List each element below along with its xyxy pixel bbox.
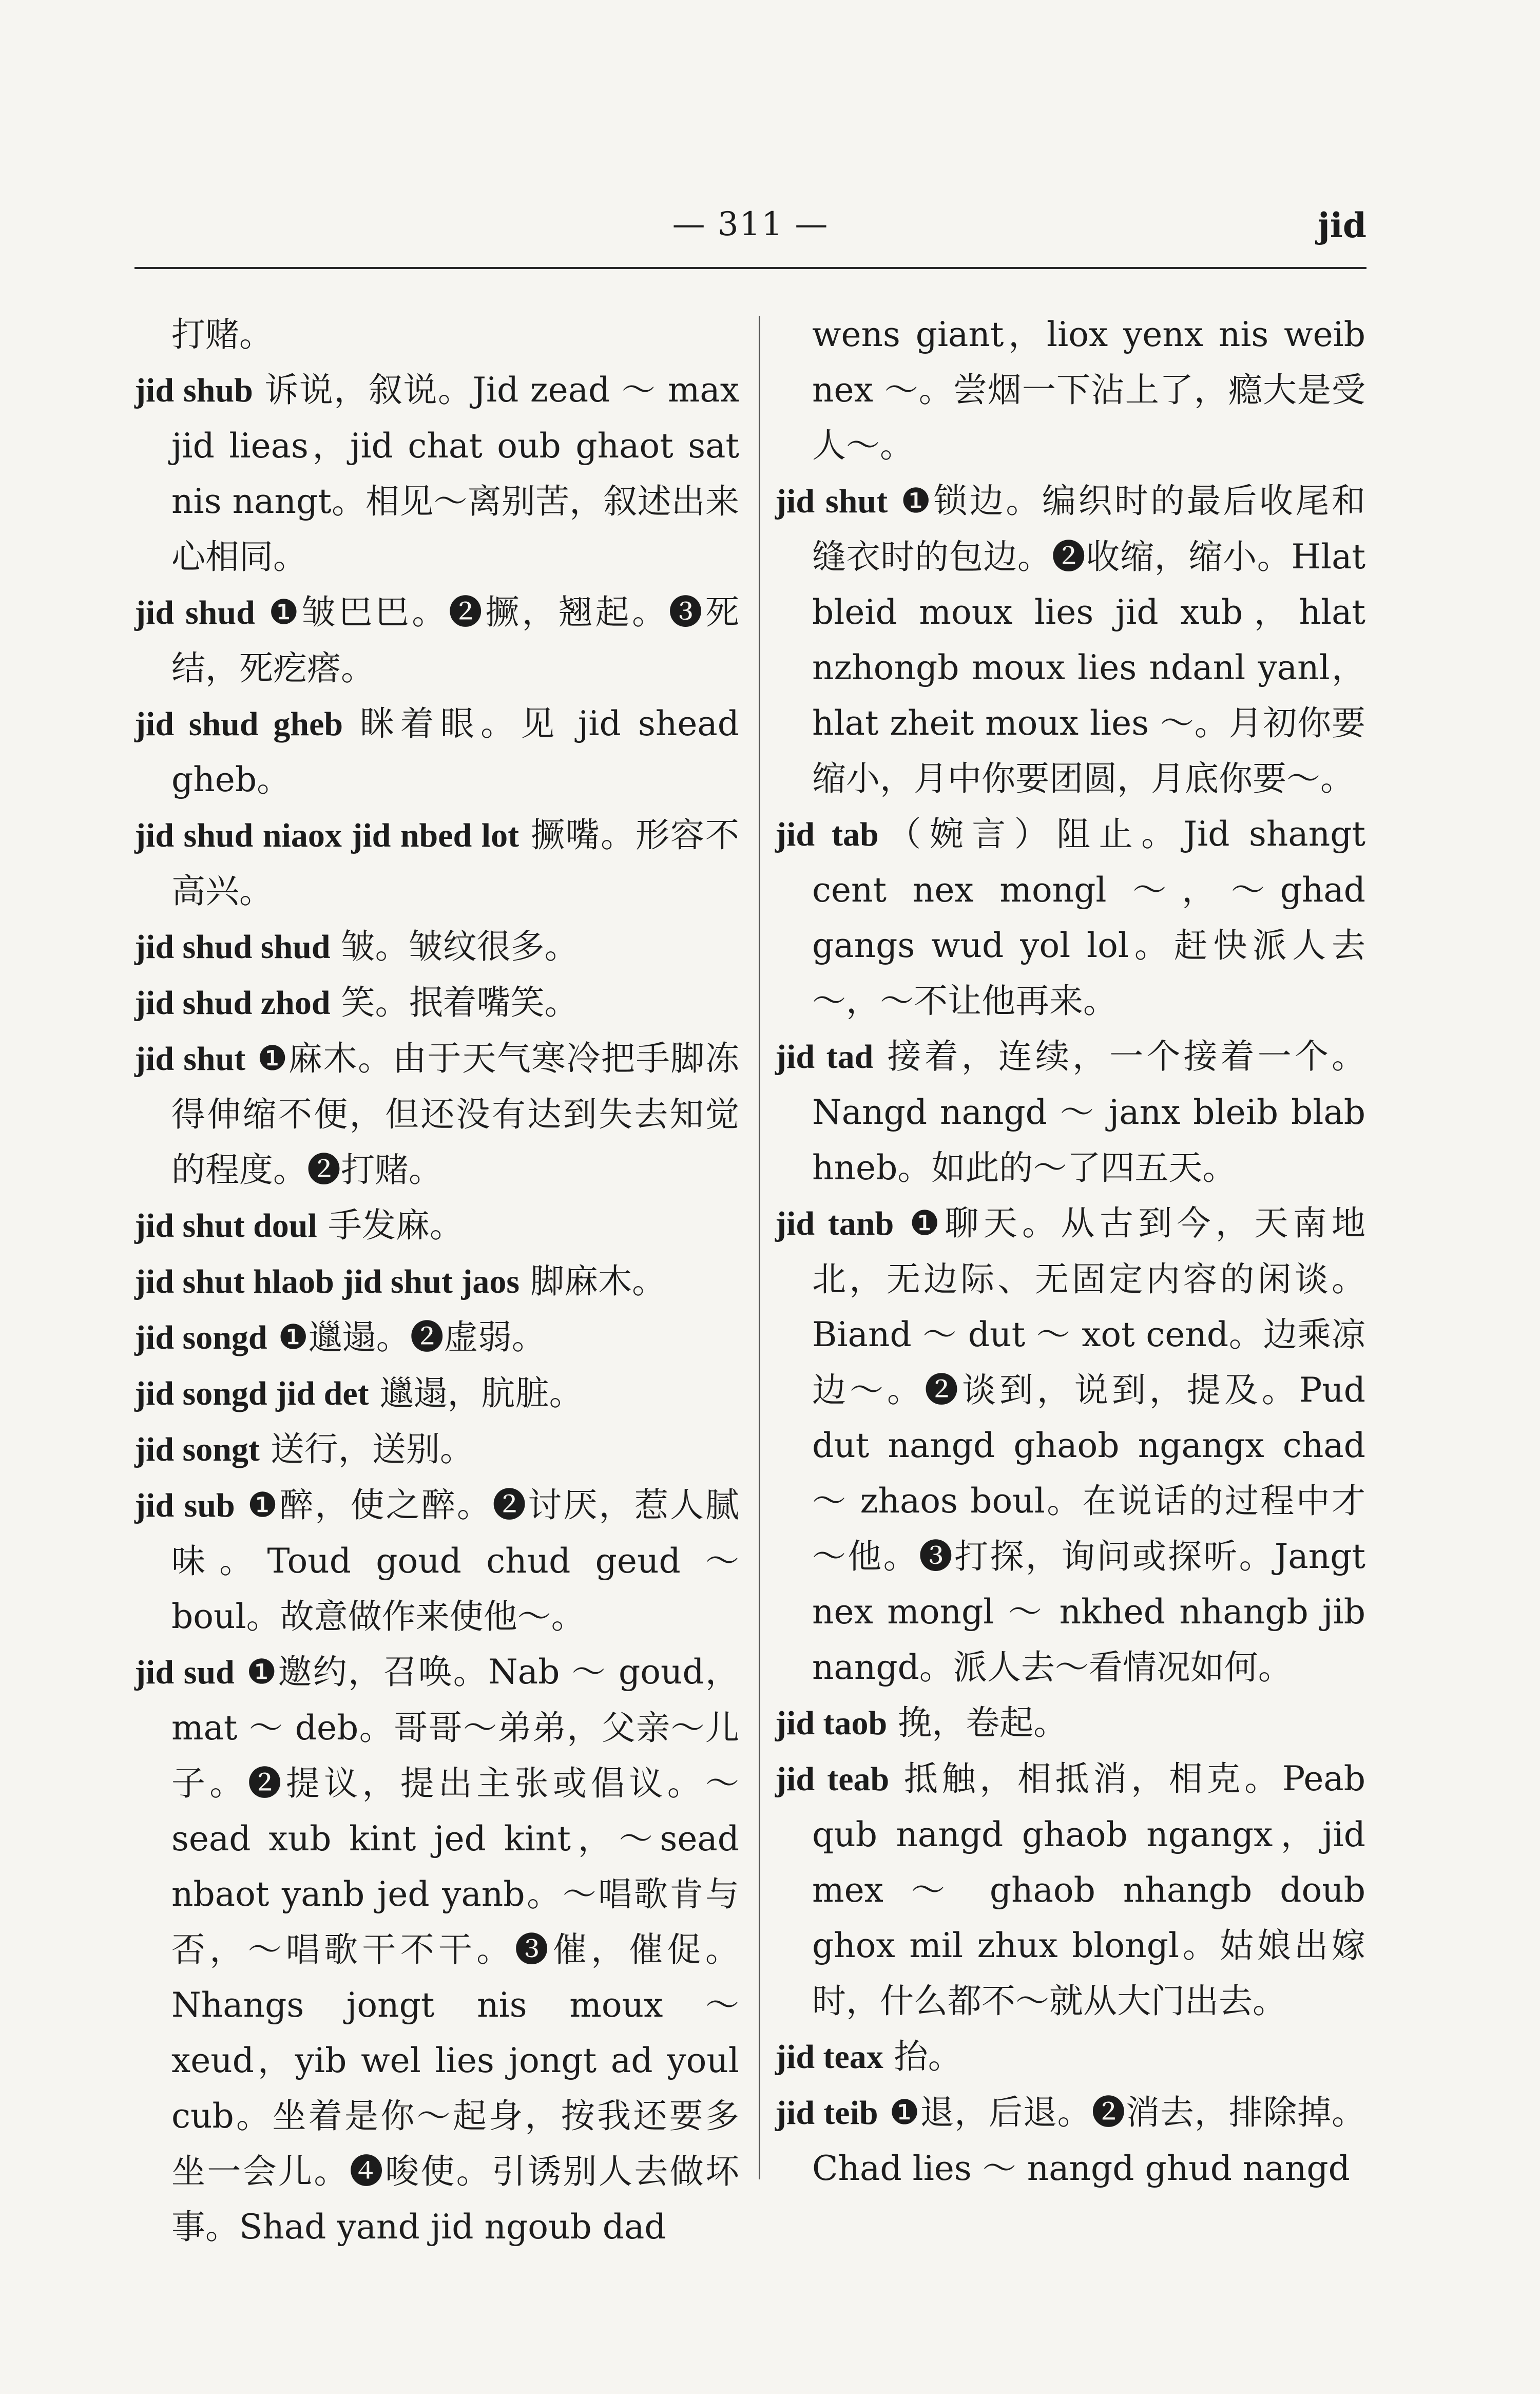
entry-definition: 撅嘴。形容不高兴。 — [171, 815, 739, 911]
entry-definition: 邋遢，肮脏。 — [369, 1373, 583, 1413]
page-number: — 311 — — [672, 205, 829, 243]
entry-headword: jid shut doul — [134, 1207, 317, 1244]
dictionary-entry — [775, 1029, 1365, 1196]
dictionary-entry — [134, 1031, 739, 1198]
entry-headword: jid shud niaox jid nbed lot — [134, 817, 519, 854]
entry-definition: 诉说，叙说。Jid zead ～ max jid lieas，jid chat oub ghaot sat nis nangt。相见～离别苦，叙述出来心相同。 — [171, 370, 739, 577]
entry-definition: 脚麻木。 — [519, 1261, 666, 1301]
entry-headword: jid songd — [134, 1319, 267, 1356]
dictionary-entry — [134, 696, 739, 808]
dictionary-entry — [134, 1422, 739, 1478]
entry-headword: jid shud — [134, 594, 255, 631]
entry-headword: jid tad — [775, 1038, 874, 1076]
entry-headword: jid shud gheb — [134, 705, 343, 743]
entry-headword: jid tab — [775, 816, 879, 853]
dictionary-entry — [134, 919, 739, 975]
entry-definition: （婉言）阻止。Jid shangt cent nex mongl ～，～ghad gangs wud yol lol。赶快派人去～，～不让他再来。 — [812, 814, 1365, 1021]
entry-definition: ❶邋遢。❷虚弱。 — [267, 1317, 546, 1357]
entry-headword: jid tanb — [775, 1205, 894, 1242]
entry-definition: wens giant，liox yenx nis weib nex ～。尝烟一下沾上了，瘾大是受人～。 — [812, 315, 1365, 465]
entry-definition: 眯着眼。见 jid shead gheb。 — [171, 704, 740, 799]
entry-definition: ❶锁边。编织时的最后收尾和缝衣时的包边。❷收缩，缩小。Hlat bleid moux lies jid xub，hlat nzhongb moux lies ndanl yanl，hlat zheit moux lies ～。月初你要缩小，月中你要团圆，月底你要～。 — [812, 481, 1365, 798]
dictionary-entry — [134, 808, 739, 919]
entry-headword: jid songd jid det — [134, 1375, 369, 1412]
dictionary-entry — [775, 307, 1365, 473]
dictionary-entry — [134, 1366, 739, 1422]
entry-headword: jid songt — [134, 1431, 260, 1468]
entry-headword: jid shut hlaob jid shut jaos — [134, 1263, 520, 1300]
dictionary-entry — [775, 2085, 1365, 2196]
dictionary-entry — [134, 1254, 739, 1310]
dictionary-entry — [134, 1310, 739, 1366]
entry-headword: jid shub — [134, 372, 253, 409]
entry-definition: ❶聊天。从古到今，天南地北，无边际、无固定内容的闲谈。Biand ～ dut ～ xot cend。边乘凉边～。❷谈到，说到，提及。Pud dut nangd ghaob ngangx chad ～ zhaos boul。在说话的过程中才～他。❸打探，询问或探听。Jangt nex mongl ～ nkhed nhangb jib nangd。派人去～看情况如何。 — [812, 1203, 1365, 1687]
entry-definition: ❶麻木。由于天气寒冷把手脚冻得伸缩不便，但还没有达到失去知觉的程度。❷打赌。 — [171, 1039, 739, 1190]
entry-definition: 笑。抿着嘴笑。 — [330, 983, 579, 1022]
entry-definition: 手发麻。 — [317, 1205, 464, 1245]
entry-headword: jid shut — [775, 483, 888, 520]
entry-headword: jid shud shud — [134, 928, 331, 966]
left-column — [134, 307, 740, 2247]
dictionary-entry — [134, 1644, 739, 2255]
entry-definition: 抵触，相抵消，相克。Peab qub nangd ghaob ngangx，jid mex ～ ghaob nhangb doub ghox mil zhux blongl。姑娘出嫁时，什么都不～就从大门出去。 — [812, 1759, 1365, 2021]
dictionary-entry — [775, 1751, 1365, 2029]
header-rule — [134, 267, 1366, 269]
column-divider — [759, 316, 760, 2179]
entry-definition: 打赌。 — [171, 315, 273, 354]
entry-definition: 挽，卷起。 — [887, 1703, 1068, 1742]
entry-headword: jid shud zhod — [134, 984, 331, 1022]
entry-headword: jid sud — [134, 1654, 235, 1691]
dictionary-entry — [134, 975, 739, 1031]
entry-definition: 接着，连续，一个接着一个。Nangd nangd ～ janx bleib blab hneb。如此的～了四五天。 — [812, 1037, 1365, 1188]
dictionary-entry — [775, 1196, 1365, 1695]
dictionary-entry — [775, 2029, 1365, 2085]
entry-definition: ❶邀约，召唤。Nab ～ goud，mat ～ deb。哥哥～弟弟，父亲～儿子。❷提议，提出主张或倡议。～ sead xub kint jed kint，～sead nbaot yanb jed yanb。～唱歌肯与否，～唱歌干不干。❸催，催促。Nhangs jongt nis moux ～ xeud，yib wel lies jongt ad youl cub。坐着是你～起身，按我还要多坐一会儿。❹唆使。引诱别人去做坏事。Shad yand jid ngoub dad — [171, 1652, 739, 2247]
dictionary-entry — [775, 473, 1365, 807]
dictionary-entry — [775, 1695, 1365, 1751]
entry-headword: jid sub — [134, 1487, 235, 1524]
dictionary-entry — [134, 585, 739, 696]
right-column — [775, 307, 1365, 2207]
entry-headword: jid shut — [134, 1040, 246, 1078]
entry-definition: ❶醉，使之醉。❷讨厌，惹人腻味。Toud goud chud geud ～ boul。故意做作来使他～。 — [171, 1485, 739, 1636]
entry-definition: 送行，送别。 — [259, 1429, 474, 1469]
page-header — [134, 200, 1366, 262]
entry-headword: jid teib — [775, 2094, 878, 2132]
dictionary-entry — [134, 1198, 739, 1254]
dictionary-entry — [134, 1478, 739, 1644]
dictionary-entry — [775, 807, 1365, 1029]
entry-definition: 抬。 — [883, 2037, 962, 2076]
dictionary-entry — [134, 307, 739, 362]
entry-definition: 皱。皱纹很多。 — [330, 927, 579, 966]
running-head: jid — [1317, 205, 1366, 245]
entry-definition: ❶退，后退。❷消去，排除掉。Chad lies ～ nangd ghud nangd — [812, 2093, 1365, 2188]
dictionary-entry — [134, 362, 739, 585]
entry-headword: jid teab — [775, 1760, 890, 1798]
entry-headword: jid teax — [775, 2038, 883, 2076]
entry-definition: ❶皱巴巴。❷撅，翘起。❸死结，死疙瘩。 — [171, 592, 739, 688]
entry-headword: jid taob — [775, 1704, 888, 1742]
